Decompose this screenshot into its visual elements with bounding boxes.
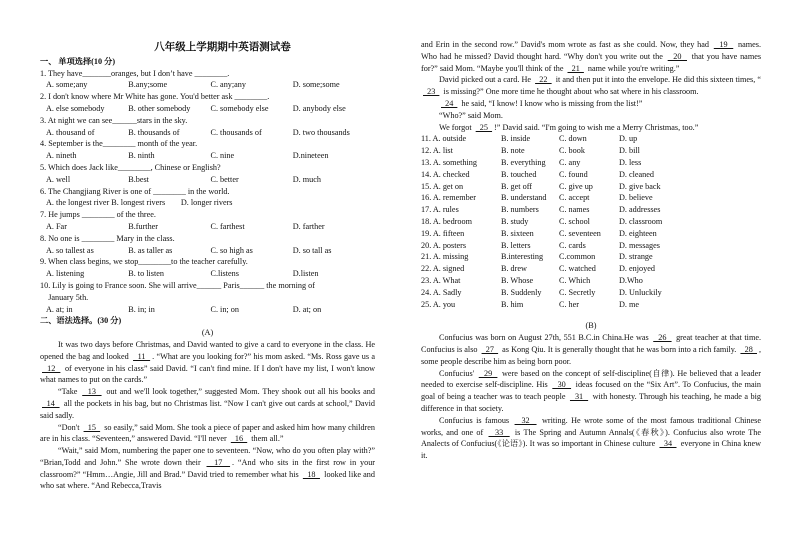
- option: B.any;some: [128, 80, 168, 90]
- question-options: [40, 174, 375, 186]
- option: D. some;some: [292, 80, 340, 90]
- question-stem: 8. No one is ________ Mary in the class.: [40, 233, 175, 243]
- option: 15. A. get on: [421, 181, 464, 191]
- option: C.listens: [210, 269, 239, 279]
- option: A. the longest river B. longest rivers: [46, 198, 166, 208]
- paragraph: Confucius was born on August 27th, 551 B.C.in China.He was 26 great teacher at that time. Confucius is also 27 as Kong Qiu. It is generally thought that he was born into a rich family. 28 , some people describe him as being born poor.: [421, 333, 762, 366]
- option: B. him: [501, 299, 524, 309]
- option: D. so tall as: [292, 245, 332, 255]
- option: C. farthest: [210, 221, 245, 231]
- option: 14. A. checked: [421, 169, 470, 179]
- option: D. two thousands: [292, 127, 350, 137]
- option: C. in; on: [210, 304, 239, 314]
- option: A. nineth: [46, 151, 77, 161]
- question-stem: 9. When class begins, we stop________to the teacher carefully.: [40, 257, 248, 267]
- option: 22. A. signed: [421, 264, 465, 274]
- paragraph: 24 he said, “I know! I know who is missing from the list!”: [441, 98, 643, 108]
- option: D. eighteen: [619, 228, 657, 238]
- option: C. her: [559, 299, 580, 309]
- question-options: [40, 245, 375, 257]
- option: 17. A. rules: [421, 205, 459, 215]
- option: B. Whose: [501, 275, 534, 285]
- blank-18: 18: [302, 469, 320, 479]
- option: C. accept: [559, 193, 590, 203]
- option: B. as taller as: [128, 245, 173, 255]
- blank-25: 25: [475, 122, 493, 132]
- blank-24: 24: [441, 98, 458, 108]
- passage-b: [421, 332, 761, 462]
- option: C.common: [559, 252, 596, 262]
- options-row: [421, 181, 761, 193]
- option: D. me: [619, 299, 640, 309]
- option: C. found: [559, 169, 588, 179]
- blank-19: 19: [713, 40, 734, 49]
- question-options: [40, 79, 375, 91]
- passage-a-continued: [421, 39, 761, 133]
- options-row: [421, 228, 761, 240]
- blank-13: 13: [82, 387, 102, 397]
- option: 24. A. Sadly: [421, 287, 462, 297]
- question-options: [40, 150, 375, 162]
- option: B. to listen: [128, 269, 164, 279]
- blank-32: 32: [514, 415, 537, 425]
- option: A. so tallest as: [46, 245, 94, 255]
- blank-16: 16: [230, 434, 248, 444]
- blank-22: 22: [535, 75, 552, 85]
- blank-28: 28: [740, 344, 757, 354]
- option: 12. A. list: [421, 146, 453, 156]
- option: 25. A. you: [421, 299, 456, 309]
- question-stem: 6. The Changjiang River is one of ________ in the world.: [40, 186, 230, 196]
- option: B. inside: [501, 134, 531, 144]
- question-options: [40, 304, 375, 316]
- paragraph: “Don't 15 so easily,” said Mom. She took a piece of paper and asked him how many children are in his class. “Seventeen,” answered David. “I'll never 16 them all.”: [40, 422, 376, 444]
- option: D. up: [619, 134, 638, 144]
- blank-26: 26: [653, 333, 672, 343]
- paragraph: “Who?” said Mom.: [439, 110, 503, 120]
- option: D. less: [619, 157, 642, 167]
- option: 21. A. missing: [421, 252, 469, 262]
- options-row: [421, 299, 761, 311]
- option: D.listen: [292, 269, 319, 279]
- option: B. touched: [501, 169, 537, 179]
- blank-33: 33: [488, 427, 510, 437]
- right-column: [421, 0, 761, 462]
- paragraph: Confucius' 29 were based on the concept of self-discipline(自律). He believed that a leader needed to exercise self-discipline. His 30 ideas focused on the “Six Art”. To Confucius, the main goal of being a teacher was to teach people 31 with honesty. Through his teaching, he made a big difference in that society.: [421, 368, 762, 413]
- option: D. bill: [619, 146, 640, 156]
- option: A. well: [46, 174, 71, 184]
- options-row: [421, 145, 761, 157]
- question-stem: 7. He jumps ________ of the three.: [40, 210, 156, 220]
- blank-21: 21: [567, 63, 584, 73]
- option: C. any: [559, 157, 581, 167]
- question-options: [40, 127, 375, 139]
- option: D. give back: [619, 181, 661, 191]
- option: C. school: [559, 216, 590, 226]
- blank-23: 23: [423, 87, 440, 97]
- section-1-heading: 一、 单项选择(10 分): [40, 56, 116, 66]
- left-column: [40, 0, 375, 492]
- option: 20. A. posters: [421, 240, 467, 250]
- question-stem: 4. September is the________ month of the year.: [40, 139, 198, 149]
- paragraph: and Erin in the second row.” David's mom wrote as fast as she could. Now, they had 19 names. Who had he missed? David thought hard. “Why don't you write out the 20 that you have names for?” said Mom. “Maybe you'll think of the 21 name while you're writing.”: [421, 40, 762, 73]
- option: B. in; in: [128, 304, 155, 314]
- option: D. at; on: [292, 304, 322, 314]
- option: D. believe: [619, 193, 653, 203]
- blank-27: 27: [481, 344, 499, 354]
- option: C. better: [210, 174, 239, 184]
- option: B. thousands of: [128, 127, 180, 137]
- options-row: [421, 169, 761, 181]
- option: B. everything: [501, 157, 546, 167]
- section-2-heading: 二、语法选择。(30 分): [40, 316, 122, 326]
- option: B. study: [501, 216, 529, 226]
- options-row: [421, 216, 761, 228]
- option: C. seventeen: [559, 228, 601, 238]
- question-options: [40, 221, 375, 233]
- option: D. messages: [619, 240, 660, 250]
- exam-title: 八年级上学期期中英语测试卷: [154, 42, 291, 53]
- paragraph: Confucius is famous 32 writing. He wrote some of the most famous traditional Chinese works, and one of 33 is The Spring and Autumn Annals(《春秋》). Confucius also wrote The Analects of Confucius(《论语》). It was so important in Chinese culture 34 everyone in China knew it.: [421, 415, 762, 461]
- option: C. any;any: [210, 80, 246, 90]
- paragraph: We forgot 25 !” David said. “I'm going to wish me a Merry Christmas, too.”: [439, 122, 699, 132]
- option: D. Unluckily: [619, 287, 662, 297]
- blank-14: 14: [42, 398, 60, 408]
- option: C. so high as: [210, 245, 253, 255]
- question-stem-cont: January 5th.: [40, 292, 89, 302]
- option: D. cleaned: [619, 169, 655, 179]
- answer-options-table: [421, 133, 761, 310]
- option: 23. A. What: [421, 275, 461, 285]
- question-options: [40, 268, 375, 280]
- question-options: [40, 103, 375, 115]
- options-row: [421, 240, 761, 252]
- option: C. Which: [559, 275, 591, 285]
- option: C. cards: [559, 240, 586, 250]
- option: C. book: [559, 146, 585, 156]
- option: [270, 197, 375, 209]
- blank-29: 29: [478, 368, 498, 378]
- option: 18. A. bedroom: [421, 216, 472, 226]
- option: A. some;any: [46, 80, 88, 90]
- option: B.best: [128, 174, 149, 184]
- question-stem: 3. At night we can see______stars in the sky.: [40, 115, 188, 125]
- question-stem: 2. I don't know where Mr White has gone. You'd better ask ________.: [40, 92, 270, 102]
- option: A. at; in: [46, 304, 73, 314]
- option: D. longer rivers: [180, 198, 233, 208]
- options-row: [421, 287, 761, 299]
- option: B. Suddenly: [501, 287, 542, 297]
- blank-20: 20: [667, 51, 687, 61]
- question-stem: 1. They have_______oranges, but I don’t have ________.: [40, 68, 230, 78]
- option: B. note: [501, 146, 525, 156]
- options-row: [421, 192, 761, 204]
- option: 13. A. something: [421, 157, 477, 167]
- option: A. thousand of: [46, 127, 95, 137]
- blank-15: 15: [83, 422, 101, 432]
- option: B. other somebody: [128, 103, 191, 113]
- option: B. drew: [501, 264, 527, 274]
- option: D. much: [292, 174, 321, 184]
- blank-31: 31: [569, 392, 589, 402]
- options-row: [421, 133, 761, 145]
- option: C. thousands of: [210, 127, 262, 137]
- option: B. get off: [501, 181, 533, 191]
- paragraph: “Take 13 out and we'll look together,” suggested Mom. They shook out all his books and 14 all the pockets in his bag, but no Christmas list. “Now I can't give out cards at school,” David said sadly.: [40, 387, 375, 420]
- option: D. addresses: [619, 205, 661, 215]
- option: B. understand: [501, 193, 547, 203]
- option: D. strange: [619, 252, 653, 262]
- option: D.Who: [619, 275, 643, 285]
- option: 16. A. remember: [421, 193, 477, 203]
- question-options: [40, 197, 375, 209]
- options-row: [421, 263, 761, 275]
- option: B. letters: [501, 240, 531, 250]
- option: C. give up: [559, 181, 593, 191]
- option: A. listening: [46, 269, 85, 279]
- option: C. nine: [210, 151, 235, 161]
- option: C. watched: [559, 264, 596, 274]
- option: C. Secretly: [559, 287, 596, 297]
- option: B. numbers: [501, 205, 539, 215]
- options-row: [421, 157, 761, 169]
- option: D. anybody else: [292, 103, 346, 113]
- option: B.further: [128, 221, 159, 231]
- paragraph: “Wait,” said Mom, numbering the paper one to seventeen. “Now, who do you often play with?” “Brian,Todd and John.” She wrote down their 17 . “And who sits in the first row in your classroom?” “Hmm…Angie, Jill and Brad.” David tried to remember what his 18 looked like and who sat where. “And Rebecca,Travis: [40, 446, 376, 491]
- multiple-choice-list: [40, 68, 375, 316]
- paragraph: David picked out a card. He 22 it and then put it into the envelope. He did this sixteen times, “ 23 is missing?” One more time he thought about who sat where in his classroom.: [423, 75, 761, 97]
- option: B.interesting: [501, 252, 544, 262]
- options-row: [421, 275, 761, 287]
- options-row: [421, 251, 761, 263]
- passage-a: [40, 339, 375, 492]
- paragraph: It was two days before Christmas, and David wanted to give a card to everyone in the class. He opened the bag and looked 11 . “What are you looking for?” his mom asked. “Ms. Ross gave us a 12 of everyone in his class” said David. “I can't find mine. If I don't have my list, I won't know what names to put on the cards.”: [40, 339, 376, 385]
- blank-34: 34: [659, 439, 677, 449]
- option: C. down: [559, 134, 587, 144]
- option: D. classroom: [619, 216, 663, 226]
- option: C. somebody else: [210, 103, 269, 113]
- option: 11. A. outside: [421, 134, 467, 144]
- blank-12: 12: [42, 363, 61, 373]
- option: D. farther: [292, 221, 325, 231]
- passage-a-label: (A): [201, 328, 214, 338]
- option: D.nineteen: [292, 151, 329, 161]
- blank-11: 11: [133, 351, 151, 361]
- option: A. else somebody: [46, 103, 105, 113]
- question-stem: 5. Which does Jack like________, Chinese or English?: [40, 162, 221, 172]
- option: D. enjoyed: [619, 264, 655, 274]
- option: C. names: [559, 205, 590, 215]
- options-row: [421, 204, 761, 216]
- option: A. Far: [46, 221, 67, 231]
- option: B. ninth: [128, 151, 155, 161]
- option: 19. A. fifteen: [421, 228, 465, 238]
- option: B. sixteen: [501, 228, 534, 238]
- blank-17: 17: [206, 457, 231, 467]
- question-stem: 10. Lily is going to France soon. She will arrive______ Paris______ the morning of: [40, 280, 315, 290]
- passage-b-label: (B): [585, 321, 597, 331]
- blank-30: 30: [552, 380, 572, 390]
